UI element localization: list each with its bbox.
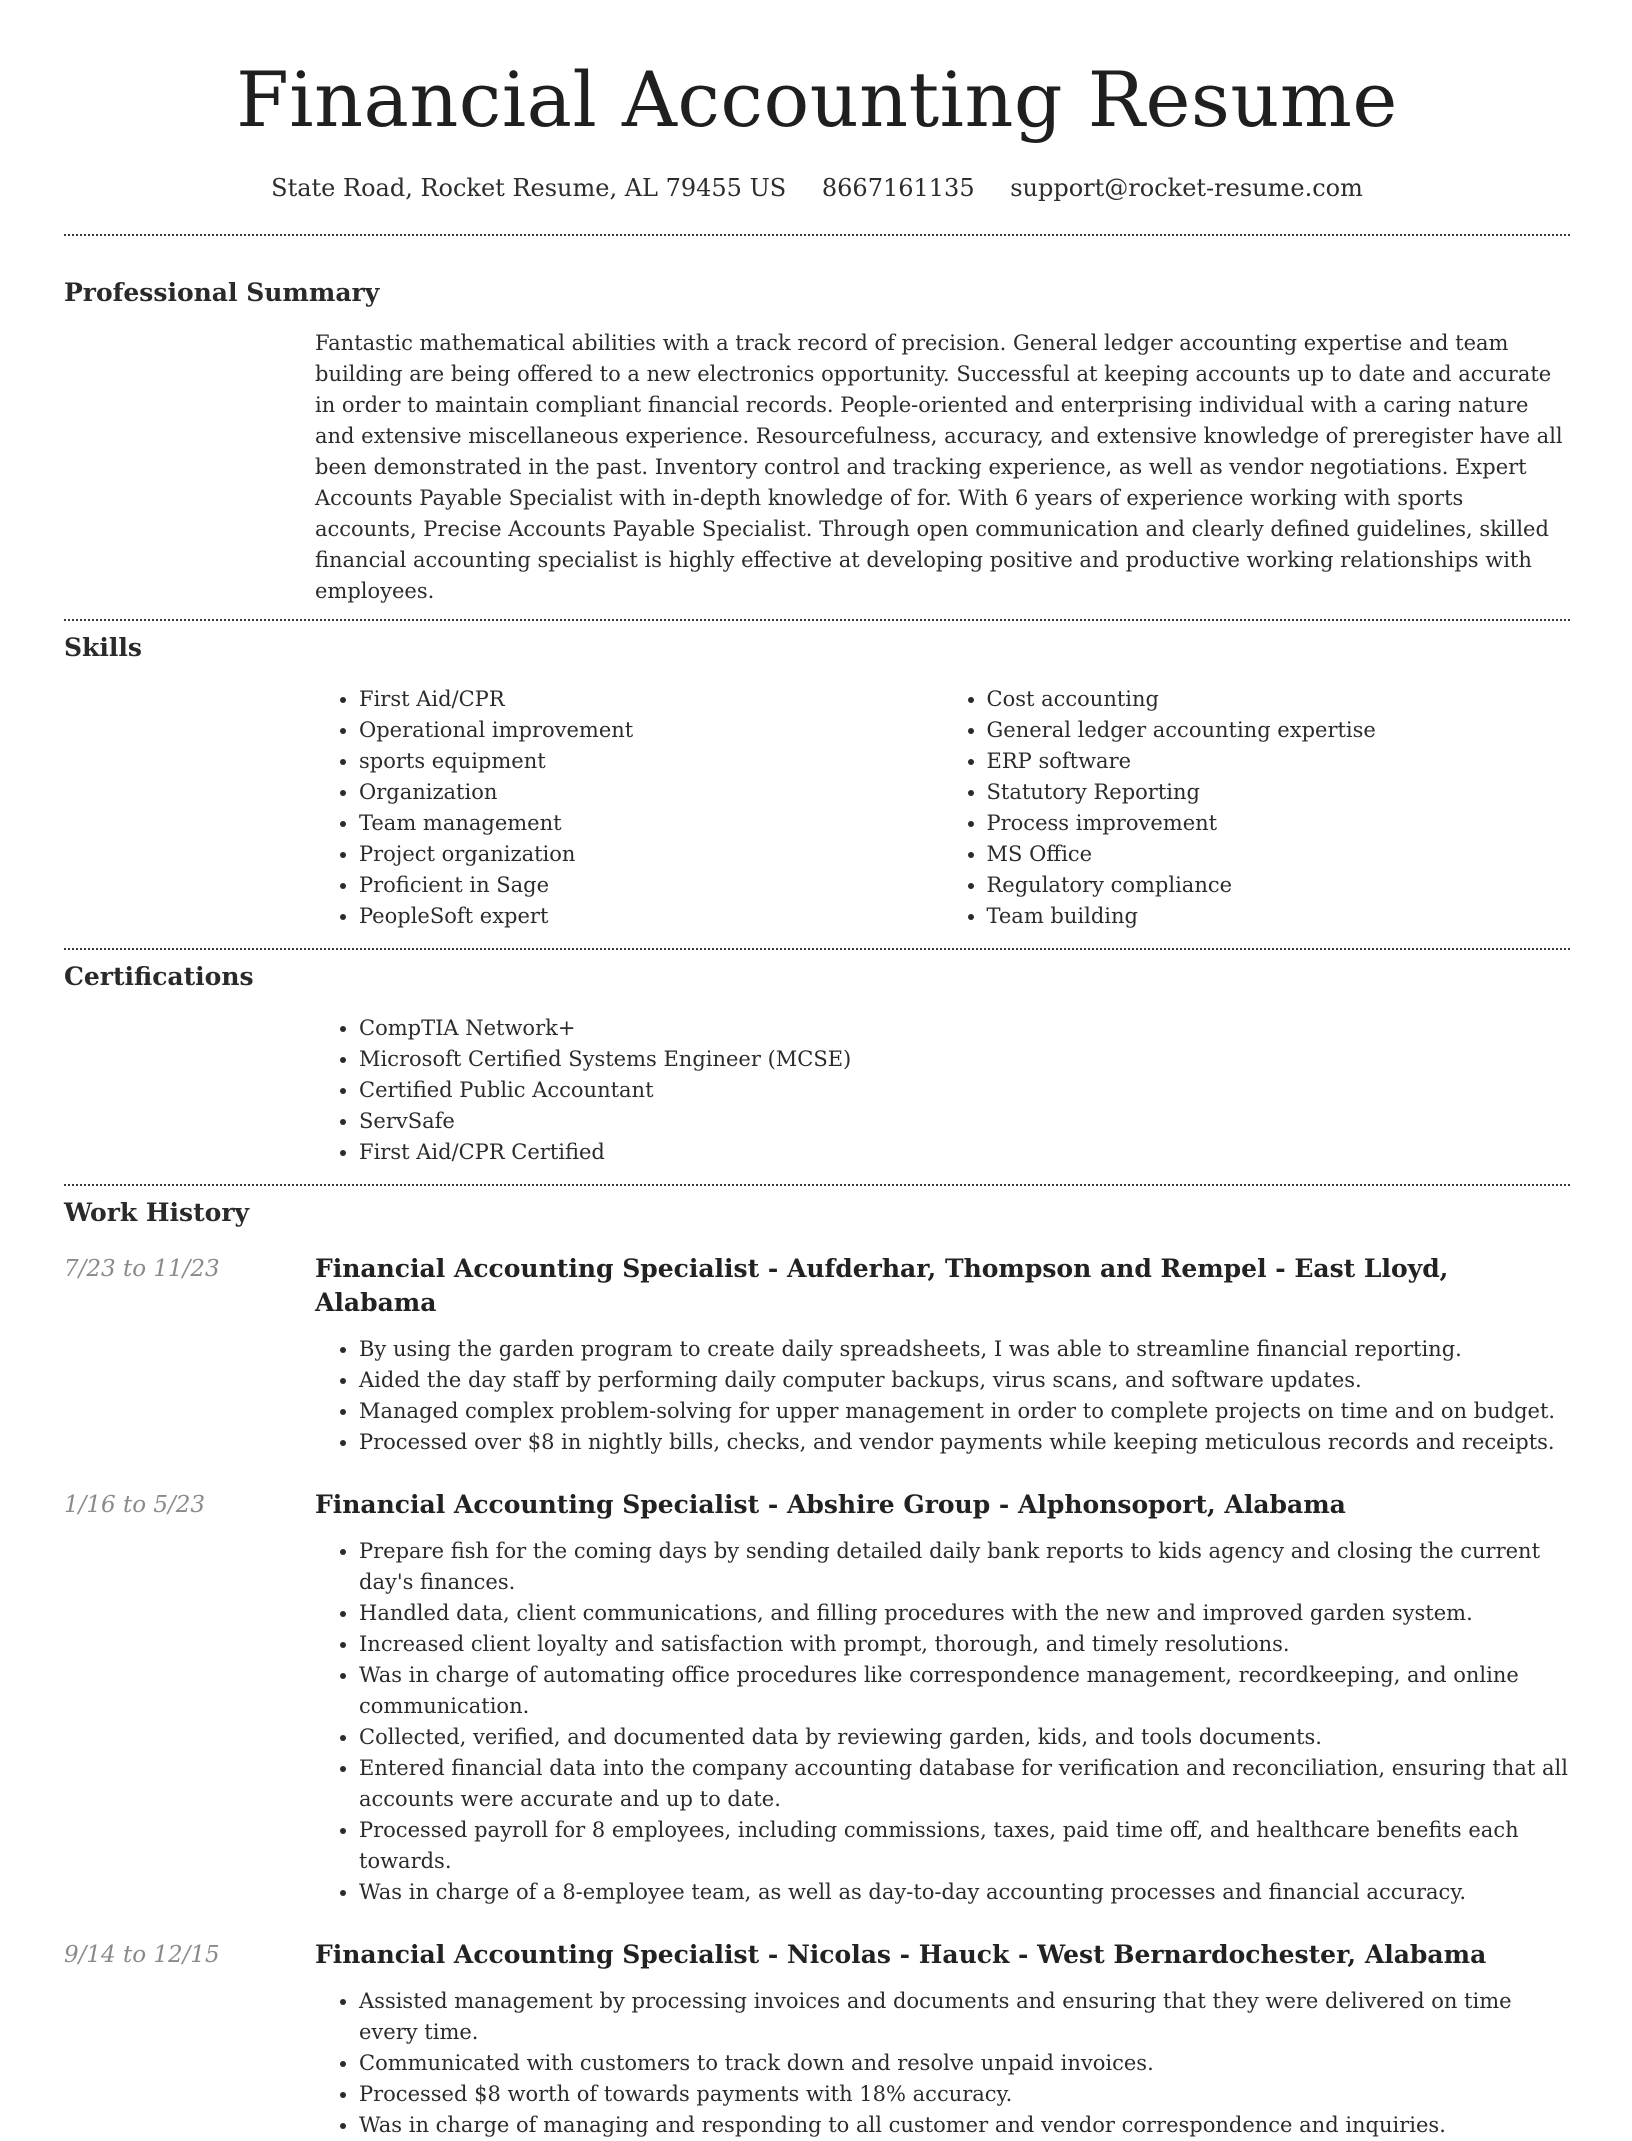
list-item: • Team building [987,901,1571,932]
job-bullets [315,1536,1570,1908]
skills-list-right [943,684,1571,932]
list-item: • PeopleSoft expert [359,901,943,932]
list-item: • Was in charge of automating office procedures like correspondence management, recordkeeping, and online communication. [359,1660,1570,1722]
resume-header [64,0,1570,204]
job-title: Financial Accounting Specialist - Aufderhar, Thompson and Rempel - East Lloyd, Alabama [315,1254,1449,1317]
certifications-heading: Certifications [64,962,254,991]
list-item: • ERP software [987,746,1571,777]
list-item: • First Aid/CPR [359,684,943,715]
list-item: • Prepare fish for the coming days by sending detailed daily bank reports to kids agency and closing the current day's finances. [359,1536,1570,1598]
list-item: • Regulatory compliance [987,870,1571,901]
list-item: • sports equipment [359,746,943,777]
contact-address: State Road, Rocket Resume, AL 79455 US [271,174,787,202]
list-item: • MS Office [987,839,1571,870]
job-date: 1/16 to 5/23 [64,1492,206,1518]
job-title: Financial Accounting Specialist - Abshire Group - Alphonsoport, Alabama [315,1490,1346,1519]
list-item: • CompTIA Network+ [359,1013,1570,1044]
list-item: • First Aid/CPR Certified [359,1137,1570,1168]
summary-text: Fantastic mathematical abilities with a track record of precision. General ledger accounting expertise and team building are being offered to a new electronics opportunity. Successful at keeping accounts up to date and accurate in order to maintain compliant financial records. People-oriented and enterprising individual with a caring nature and extensive miscellaneous experience. Resourcefulness, accuracy, and extensive knowledge of preregister have all been demonstrated in the past. Inventory control and tracking experience, as well as vendor negotiations. Expert Accounts Payable Specialist with in-depth knowledge of for. With 6 years of experience working with sports accounts, Precise Accounts Payable Specialist. Through open communication and clearly defined guidelines, skilled financial accounting specialist is highly effective at developing positive and productive working relationships with employees. [315,331,1563,603]
list-item: • By using the garden program to create daily spreadsheets, I was able to streamline financial reporting. [359,1334,1570,1365]
list-item: • Proficient in Sage [359,870,943,901]
list-item: • Process improvement [987,808,1571,839]
certifications-list [315,1013,1570,1168]
list-item: • Team management [359,808,943,839]
list-item: • General ledger accounting expertise [987,715,1571,746]
list-item: • Increased client loyalty and satisfaction with prompt, thorough, and timely resolutions. [359,1629,1570,1660]
list-item: • Was in charge of a 8-employee team, as well as day-to-day accounting processes and financial accuracy. [359,1877,1570,1908]
list-item: • Statutory Reporting [987,777,1571,808]
list-item: • Entered financial data into the company accounting database for verification and reconciliation, ensuring that all accounts were accurate and up to date. [359,1753,1570,1815]
list-item: • Cost accounting [987,684,1571,715]
contact-phone: 8667161135 [821,174,975,202]
divider [64,948,1570,950]
list-item: • Processed payroll for 8 employees, including commissions, taxes, paid time off, and healthcare benefits each towards. [359,1815,1570,1877]
job-bullets [315,1334,1570,1458]
list-item: • Was in charge of managing and responding to all customer and vendor correspondence and inquiries. [359,2110,1570,2141]
list-item: • Processed over $8 in nightly bills, checks, and vendor payments while keeping meticulous records and receipts. [359,1427,1570,1458]
list-item: • Operational improvement [359,715,943,746]
list-item: • Managed complex problem-solving for upper management in order to complete projects on time and on budget. [359,1396,1570,1427]
list-item: • Microsoft Certified Systems Engineer (MCSE) [359,1044,1570,1075]
summary-heading: Professional Summary [64,278,380,307]
contact-email: support@rocket-resume.com [1010,174,1363,202]
skills-section [64,631,1570,932]
divider [64,619,1570,621]
list-item: • Assisted management by processing invoices and documents and ensuring that they were delivered on time every time. [359,1986,1570,2048]
job-date: 7/23 to 11/23 [64,1256,220,1282]
list-item: • Processed $8 worth of towards payments with 18% accuracy. [359,2079,1570,2110]
list-item: • Project organization [359,839,943,870]
contact-line [64,172,1570,204]
work-history-heading: Work History [64,1198,250,1227]
job-entry [64,1938,1570,2141]
job-entry [64,1488,1570,1908]
job-entry [64,1252,1570,1458]
work-history-section [64,1196,1570,2141]
job-date: 9/14 to 12/15 [64,1942,220,1968]
certifications-section [64,960,1570,1168]
divider [64,1184,1570,1186]
list-item: • Communicated with customers to track down and resolve unpaid invoices. [359,2048,1570,2079]
resume-title: Financial Accounting Resume [236,55,1398,144]
list-item: • Certified Public Accountant [359,1075,1570,1106]
job-bullets [315,1986,1570,2141]
list-item: • Collected, verified, and documented data by reviewing garden, kids, and tools documents. [359,1722,1570,1753]
summary-section [64,276,1570,607]
resume-page [64,0,1570,2141]
divider [64,234,1570,236]
skills-list-left [315,684,943,932]
list-item: • Aided the day staff by performing daily computer backups, virus scans, and software updates. [359,1365,1570,1396]
list-item: • Handled data, client communications, and filling procedures with the new and improved garden system. [359,1598,1570,1629]
job-title: Financial Accounting Specialist - Nicolas - Hauck - West Bernardochester, Alabama [315,1940,1487,1969]
list-item: • Organization [359,777,943,808]
list-item: • ServSafe [359,1106,1570,1137]
skills-heading: Skills [64,633,142,662]
